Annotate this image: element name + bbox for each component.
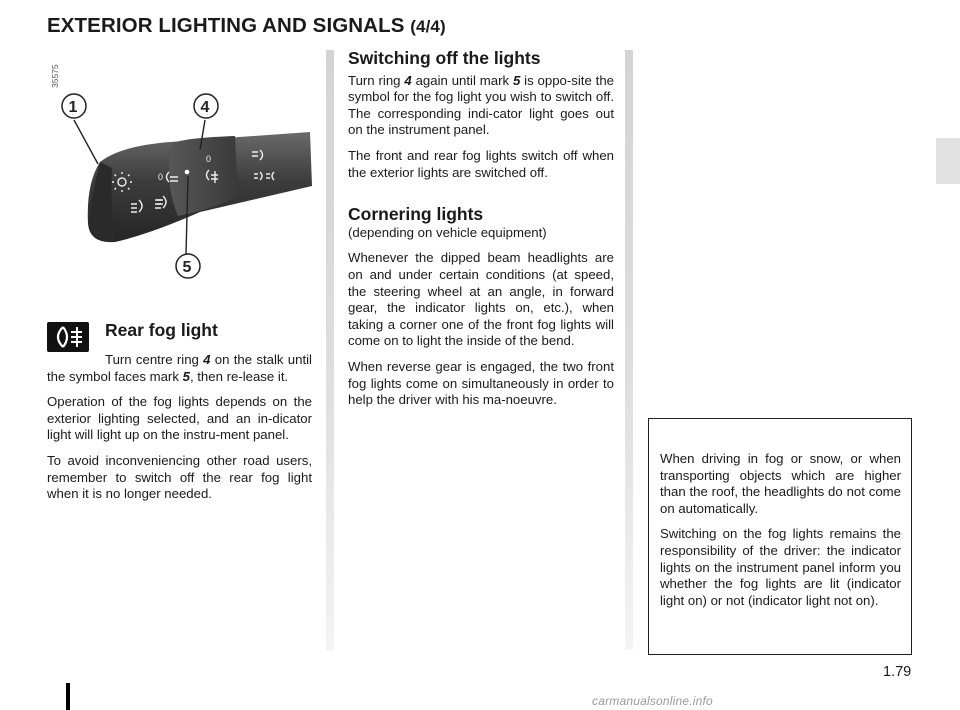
cornering-heading: Cornering lights — [348, 204, 484, 225]
stalk-end-cap — [90, 162, 115, 242]
callout-4-label: 4 — [200, 99, 210, 116]
column-divider-left — [326, 50, 334, 650]
callout-5-label: 5 — [182, 259, 192, 276]
watermark: carmanualsonline.info — [592, 694, 713, 708]
page-title — [47, 14, 446, 38]
rear-fog-para-1: Turn centre ring 4 on the stalk until the symbol faces mark 5, then re-lease it. — [47, 352, 312, 384]
page-number: 1.79 — [883, 664, 912, 680]
switching-off-para-1: Turn ring 4 again until mark 5 is oppo-site the symbol for the fog light you wish to switch off. The corresponding indi-cator light goes out on the instrument panel. — [348, 72, 614, 138]
title-part: (4/4) — [410, 17, 446, 36]
cornering-subtitle: (depending on vehicle equipment) — [348, 224, 547, 240]
cornering-para-1: Whenever the dipped beam headlights are on and under certain conditions (at speed, the steering wheel at an angle, in forward gear, the indicator lights on, etc.), when taking a corner one of the front fog lights will come on to light the inside of the bend. — [348, 250, 614, 349]
stalk-illustration — [60, 84, 320, 284]
switching-off-para-2: The front and rear fog lights switch off when the exterior lights are switched off. — [348, 147, 614, 180]
rear-fog-heading: Rear fog light — [105, 320, 218, 340]
stalk-svg — [60, 84, 320, 284]
cornering-para-2: When reverse gear is engaged, the two front fog lights come on simultaneously in order to help the driver with his ma-noeuvre. — [348, 358, 614, 408]
mark-5-dot — [185, 170, 190, 175]
callout-1 — [62, 94, 86, 118]
rear-fog-para-3: To avoid inconveniencing other road users, remember to switch off the rear fog light when it is no longer needed. — [47, 452, 312, 502]
warning-para-1: When driving in fog or snow, or when transporting objects which are higher than the roof, the headlights do not come on automatically. — [660, 451, 901, 516]
bottom-marker-bar — [66, 683, 70, 710]
switching-off-heading: Switching off the lights — [348, 48, 541, 68]
leader-1 — [74, 120, 98, 164]
zero-mark-1: 0 — [158, 172, 164, 182]
callout-5 — [176, 254, 200, 278]
chapter-tab — [936, 138, 960, 184]
warning-para-2: Switching on the fog lights remains the responsibility of the driver: the indicator lights on the instrument panel inform you whether the fog lights are lit (indicator light on) or not (indicator light not on). — [660, 526, 901, 608]
rear-fog-light-icon — [47, 322, 89, 352]
figure-code: 35575 — [50, 64, 60, 88]
column-divider-right — [625, 50, 633, 650]
callout-4 — [194, 94, 218, 118]
callout-1-label: 1 — [68, 99, 78, 116]
left-column — [47, 318, 312, 512]
zero-mark-2: 0 — [206, 154, 212, 164]
title-text: EXTERIOR LIGHTING AND SIGNALS — [47, 14, 405, 37]
rear-fog-para-2: Operation of the fog lights depends on the exterior lighting selected, and an in-dicator light will light up on the instru-ment panel. — [47, 394, 312, 443]
right-column — [348, 50, 614, 418]
warning-box — [648, 418, 912, 655]
rear-fog-heading-row — [47, 320, 312, 346]
